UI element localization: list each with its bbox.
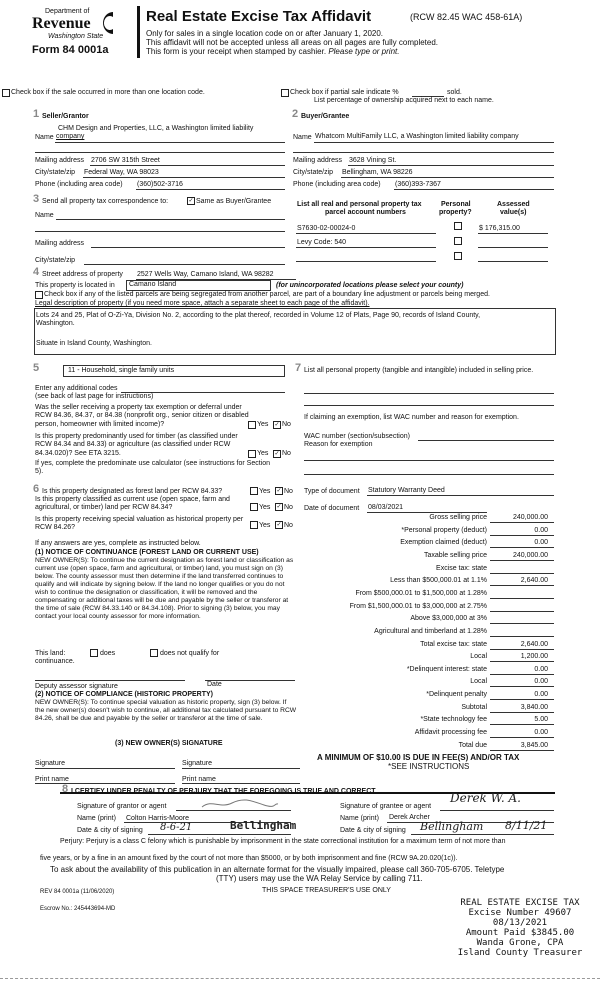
sec6-q1-yes-label: Yes	[259, 488, 271, 495]
stamp-line-3: 08/13/2021	[492, 918, 548, 928]
seller-heading: Seller/Grantor	[42, 113, 89, 120]
tax-row-rule	[490, 573, 554, 574]
grantor-date-label: Date & city of signing	[77, 827, 143, 834]
parcels-header-3b: value(s)	[500, 209, 527, 216]
sec6-q3-yes[interactable]	[250, 521, 258, 529]
form-number: Form 84 0001a	[32, 44, 109, 56]
stamp-line-5: Wanda Grone, CPA	[476, 938, 564, 948]
buyer-addr-rule	[348, 165, 554, 166]
section-2-number: 2	[292, 108, 299, 120]
seller-name-label: Name	[35, 134, 54, 141]
tax-row-rule	[490, 750, 554, 751]
new-owner-sig-2[interactable]	[182, 768, 300, 769]
tax-row-value[interactable]: 240,000.00	[512, 551, 548, 559]
seller-addr-rule	[90, 165, 285, 166]
grantee-date-label: Date & city of signing	[340, 827, 406, 834]
access-line-2: (TTY) users may use the WA Relay Service by calling 711.	[216, 874, 423, 883]
doc-type-rule	[367, 495, 554, 496]
corr-name-field[interactable]	[56, 219, 285, 220]
corr-city-label: City/state/zip	[35, 257, 76, 264]
see-instructions: *SEE INSTRUCTIONS	[388, 762, 470, 771]
buyer-phone-rule	[394, 189, 554, 190]
stamp-line-6: Island County Treasurer	[457, 948, 583, 958]
tax-row-rule	[490, 674, 554, 675]
corr-city-field[interactable]	[84, 264, 285, 265]
print-label-1: Print name	[35, 776, 69, 783]
tax-row-label: Affidavit processing fee	[414, 729, 487, 737]
buyer-name[interactable]: Whatcom MultiFamily LLC, a Washington limited liability company	[315, 133, 519, 140]
dept-line3: Washington State	[48, 33, 104, 40]
tax-row-value[interactable]: 0.00	[534, 526, 548, 534]
tax-row-label: From $1,500,000.01 to $3,000,000 at 2.75%	[349, 602, 487, 610]
doc-date-label: Date of document	[304, 505, 360, 512]
perforation	[0, 978, 600, 979]
section-7-number: 7	[295, 362, 302, 374]
sec6-q1: Is this property designated as forest land per RCW 84.33?	[42, 488, 223, 495]
sec6-q2: Is this property classified as current use (open space, farm and agricultural, or timber) land per RCW 84.34?	[35, 496, 230, 512]
tax-row-rule	[490, 623, 554, 624]
parcel-row-1[interactable]: S7630-02-00024-0	[297, 225, 356, 232]
partial-sold-label: sold.	[447, 89, 462, 96]
sec5-q2-no-label: No	[282, 450, 291, 457]
new-owner-print-2[interactable]	[182, 783, 300, 784]
header-sub1: Only for sales in a single location code on or after January 1, 2020.	[146, 29, 384, 38]
tax-row-label: Less than $500,000.01 at 1.1%	[390, 577, 487, 585]
land-use-value: 11 - Household, single family units	[68, 367, 175, 374]
seller-phone[interactable]: (360)502-3716	[137, 181, 183, 188]
seller-phone-rule	[136, 189, 285, 190]
sec5-q2-no[interactable]: ✓	[274, 451, 280, 457]
sec6-if-yes: If any answers are yes, complete as instructed below.	[35, 540, 201, 547]
legal-line-2: Washington.	[36, 320, 75, 327]
deputy-signature-field[interactable]	[35, 680, 185, 681]
grantee-name[interactable]: Derek Archer	[389, 814, 430, 821]
tax-row-value[interactable]: 0.00	[534, 678, 548, 686]
grantor-name[interactable]: Colton Harris-Moore	[126, 815, 190, 822]
continuance-label: continuance.	[35, 658, 75, 665]
sec6-q3-no[interactable]: ✓	[276, 522, 282, 528]
tax-row-label: Local	[470, 653, 487, 661]
legal-line-3: Situate in Island County, Washington.	[36, 340, 152, 347]
seller-name-rule2	[35, 152, 285, 153]
sec6-q2-no-label: No	[284, 504, 293, 511]
tax-row-rule	[490, 560, 554, 561]
street-label: Street address of property	[42, 271, 123, 278]
sec6-q1-no-label: No	[284, 488, 293, 495]
notice2-title: (2) NOTICE OF COMPLIANCE (HISTORIC PROPERTY)	[35, 691, 213, 698]
grantor-sig-label: Signature of grantor or agent	[77, 803, 167, 810]
parcel-row-1-rule	[296, 233, 436, 234]
does-qualify-checkbox[interactable]	[90, 649, 98, 657]
buyer-phone[interactable]: (360)393-7367	[395, 181, 441, 188]
tax-row-value[interactable]: 0.00	[534, 729, 548, 737]
sec6-q2-yes-label: Yes	[259, 504, 271, 511]
personal-property-field[interactable]	[304, 393, 554, 394]
tax-row-value[interactable]: 5.00	[534, 716, 548, 724]
buyer-city-rule	[341, 177, 554, 178]
sec7-text: List all personal property (tangible and intangible) included in selling price.	[304, 367, 534, 374]
doc-date-value[interactable]: 08/03/2021	[368, 504, 404, 511]
sec5-q1: Was the seller receiving a property tax exemption or deferral under RCW 84.36, 84.37, or 84.38 (nonprofit org., senior citizen or disabled person, homeowner with limited income)?	[35, 404, 249, 428]
seller-name-line2[interactable]: company	[56, 133, 85, 140]
section-8-number: 8	[62, 783, 69, 795]
does-not-qualify-checkbox[interactable]	[150, 649, 158, 657]
grantee-date-rule	[411, 834, 554, 835]
personal-prop-checkbox-2[interactable]	[454, 237, 462, 245]
sec6-q3: Is this property receiving special valuation as historical property per RCW 84.26?	[35, 516, 244, 532]
tax-row-value[interactable]: 240,000.00	[512, 514, 548, 521]
seller-name-rule	[55, 142, 285, 143]
buyer-name-rule2	[293, 152, 554, 153]
personal-prop-checkbox-1[interactable]	[454, 222, 462, 230]
seller-city[interactable]: Federal Way, WA 98023	[84, 169, 159, 176]
grantee-signature[interactable]: Derek W. A.	[450, 791, 521, 805]
assessed-row-1-rule	[478, 233, 548, 234]
treasurer-only: THIS SPACE TREASURER'S USE ONLY	[262, 887, 391, 894]
grantee-sig-rule	[440, 810, 554, 811]
tax-row-rule	[490, 699, 554, 700]
assessed-value-3[interactable]	[478, 261, 548, 262]
grantor-city[interactable]: Bellingham	[230, 819, 297, 832]
grantor-date[interactable]: 8-6-21	[160, 822, 193, 833]
section-4-number: 4	[33, 266, 40, 278]
sec5-q1-yes[interactable]	[248, 421, 256, 429]
tax-row-label: Above $3,000,000 at 3%	[410, 615, 487, 623]
sec5-q2-note: If yes, complete the predominate use calculator (see instructions for Section 5).	[35, 460, 271, 476]
grantor-date-rule	[148, 834, 291, 835]
rev-number: REV 84 0001a (11/06/2020)	[40, 889, 115, 895]
dept-line2: Revenue	[32, 15, 91, 32]
notice3-title: (3) NEW OWNER(S) SIGNATURE	[115, 740, 223, 747]
street-address[interactable]: 2527 Wells Way, Camano Island, WA 98282	[137, 271, 274, 278]
tax-row-label: Exemption claimed (deduct)	[400, 539, 487, 547]
legal-description-box[interactable]	[34, 308, 556, 355]
dor-logo-icon	[102, 10, 124, 36]
assessed-value-2[interactable]	[478, 247, 548, 248]
parcel-row-3[interactable]	[296, 261, 436, 262]
grantee-sig-label: Signature of grantee or agent	[340, 803, 432, 810]
tax-row-label: Total excise tax: state	[420, 640, 487, 648]
grantee-date[interactable]: 8/11/21	[505, 819, 548, 832]
legal-line-1: Lots 24 and 25, Plat of O-Zi-Ya, Division No. 2, according to the plat thereof, recorded in Volume 12 of Plats, Page 90, records of Island County,	[36, 312, 481, 319]
wac-label: WAC number (section/subsection)	[304, 433, 410, 440]
deputy-date-label: Date	[207, 681, 222, 688]
tax-row-rule	[490, 737, 554, 738]
tax-row-rule	[490, 585, 554, 586]
partial-list-label: List percentage of ownership acquired next to each name.	[314, 97, 494, 104]
parcels-header-2: Personal	[441, 201, 471, 208]
wac-field[interactable]	[418, 440, 554, 441]
location-value: Camano Island	[129, 281, 177, 288]
corr-name-rule2	[35, 231, 285, 232]
segregated-label: Check box if any of the listed parcels are being segregated from another parcel, are part of a boundary line adjustment or parcels being merged.	[44, 291, 490, 298]
access-line-1: To ask about the availability of this publication in an alternate format for the visually impaired, please call 360-705-6705. Teletype	[50, 865, 505, 874]
sec5-q2: Is this property predominantly used for timber (as classified under RCW 84.34 and 84.33) or agriculture (as classified under RCW 84.34.020)? See ETA 3215.	[35, 433, 238, 457]
tax-row-rule	[490, 598, 554, 599]
legal-label: Legal description of property (if you need more space, attach a separate sheet to each page of the affidavit).	[35, 300, 370, 307]
sec6-q1-no[interactable]: ✓	[276, 488, 282, 494]
tax-row-value[interactable]: 2,640.00	[520, 577, 548, 585]
land-use-select[interactable]	[63, 365, 285, 377]
tax-row-label: Total due	[458, 741, 487, 749]
header-sub3: This form is your receipt when stamped by cashier. Please type or print.	[146, 47, 400, 56]
sec5-q2-yes[interactable]	[248, 450, 256, 458]
corr-addr-field[interactable]	[91, 247, 285, 248]
grantor-name-label: Name (print)	[77, 815, 116, 822]
tax-row-rule	[490, 636, 554, 637]
sec5-q2-yes-label: Yes	[257, 450, 269, 457]
grantee-name-label: Name (print)	[340, 815, 379, 822]
this-land-label: This land:	[35, 650, 66, 657]
stamp-line-2: Excise Number 49607	[468, 908, 572, 918]
minimum-due: A MINIMUM OF $10.00 IS DUE IN FEE(S) AND/OR TAX	[317, 753, 520, 762]
parcel-row-2-rule	[296, 247, 436, 248]
new-owner-sig-1[interactable]	[35, 768, 175, 769]
form-title: Real Estate Excise Tax Affidavit	[146, 8, 372, 25]
buyer-city-label: City/state/zip	[293, 169, 334, 176]
perjury-line-2: five years, or by a fine in an amount fixed by the court of not more than $5000, or by both imprisonment and fine (RCW 9A.20.020(1c)).	[40, 855, 458, 862]
tax-row-label: Local	[470, 678, 487, 686]
section-6-number: 6	[33, 483, 40, 495]
buyer-addr-label: Mailing address	[293, 157, 343, 164]
reason-rule2	[304, 474, 554, 475]
assessed-value-1[interactable]: $ 176,315.00	[479, 225, 520, 232]
seller-addr[interactable]: 2706 SW 315th Street	[91, 157, 160, 164]
doc-type-label: Type of document	[304, 488, 360, 495]
tax-row-value[interactable]: 3,845.00	[520, 741, 548, 749]
tax-row-value[interactable]: 0.00	[534, 691, 548, 699]
sec6-q2-yes[interactable]	[250, 503, 258, 511]
seller-addr-label: Mailing address	[35, 157, 85, 164]
buyer-name-rule	[314, 142, 554, 143]
buyer-addr[interactable]: 3628 Vining St.	[349, 157, 397, 164]
same-as-buyer-checkbox[interactable]: ✓	[188, 198, 194, 204]
location-select[interactable]	[126, 280, 271, 291]
tax-row-value[interactable]: 0.00	[534, 539, 548, 547]
deputy-label: Deputy assessor signature	[35, 683, 118, 690]
parcel-row-2[interactable]: Levy Code: 540	[297, 239, 347, 246]
grantor-signature-scribble	[200, 795, 280, 811]
header-sub2: This affidavit will not be accepted unless all areas on all pages are fully completed.	[146, 38, 439, 47]
tax-row-label: *State technology fee	[420, 716, 487, 724]
form-statute: (RCW 82.45 WAC 458-61A)	[410, 12, 523, 22]
reason-label: Reason for exemption	[304, 441, 373, 448]
located-label: This property is located in	[35, 282, 115, 289]
tax-row-label: Excise tax: state	[436, 564, 487, 572]
codes-sub: (see back of last page for instructions)	[35, 393, 154, 400]
parcels-header-1: List all real and personal property tax	[297, 201, 422, 208]
dept-line1: Department of	[45, 8, 90, 15]
tax-row-label: Agricultural and timberland at 1.28%	[374, 627, 487, 635]
located-note: (for unincorporated locations please select your county)	[276, 282, 464, 289]
notice1-title: (1) NOTICE OF CONTINUANCE (FOREST LAND OR CURRENT USE)	[35, 549, 259, 556]
tax-row-label: Gross selling price	[429, 514, 487, 521]
tax-row-rule	[490, 661, 554, 662]
tax-row-label: *Personal property (deduct)	[401, 526, 487, 534]
parcels-header-2b: property?	[439, 209, 472, 216]
buyer-city[interactable]: Bellingham, WA 98226	[342, 169, 413, 176]
tax-row-rule	[490, 547, 554, 548]
tax-row-value[interactable]: 2,640.00	[520, 640, 548, 648]
tax-row-rule	[490, 535, 554, 536]
header-divider	[137, 6, 140, 58]
section-1-number: 1	[33, 108, 40, 120]
section-3-number: 3	[33, 193, 40, 205]
tax-row-rule	[490, 611, 554, 612]
stamp-line-1: REAL ESTATE EXCISE TAX	[460, 898, 580, 908]
reason-field[interactable]	[304, 460, 554, 461]
escrow-number: Escrow No.: 245443694-MD	[40, 906, 116, 912]
does-label: does	[100, 650, 116, 657]
print-label-2: Print name	[182, 776, 216, 783]
grantee-city[interactable]: Bellingham	[420, 820, 484, 833]
doc-type-value[interactable]: Statutory Warranty Deed	[368, 487, 445, 494]
tax-row-value[interactable]: 0.00	[534, 665, 548, 673]
tax-row-rule	[490, 724, 554, 725]
tax-row-value[interactable]: 3,840.00	[520, 703, 548, 711]
tax-row-rule	[490, 522, 554, 523]
parcels-header-3: Assessed	[497, 201, 530, 208]
partial-sale-label: Check box if partial sale indicate %	[290, 89, 399, 96]
tax-row-value[interactable]: 1,200.00	[520, 653, 548, 661]
sig-label-1: Signature	[35, 760, 65, 767]
seller-city-rule	[83, 177, 285, 178]
sec6-q2-no[interactable]: ✓	[276, 504, 282, 510]
seller-name-line1: CHM Design and Properties, LLC, a Washington limited liability	[58, 125, 254, 132]
notice1-body: NEW OWNER(S): To continue the current designation as forest land or classification as current use (open space, farm and agricultural, or timber) land, you must sign on (3) below. The county assessor must then determine if the land transferred continues to qualify and will indicate by signing below. If the land no longer qualifies or you do not wish to continue the designation or classification, it will be removed and the compensating or additional taxes will be due and payable by the seller or transferor at the time of sale (RCW 84.33.140 or 84.34.108). Prior to signing (3) below, you may contact your local county assessor for more information.	[35, 557, 294, 620]
notice2-body: NEW OWNER(S): To continue special valuation as historic property, sign (3) below. If the new owner(s) doesn't wish to continue, all additional tax calculated pursuant to RCW 84.26, shall be due and payable by the seller or transferor at the time of sale.	[35, 699, 297, 722]
sec6-q3-yes-label: Yes	[259, 522, 271, 529]
new-owner-print-1[interactable]	[35, 783, 175, 784]
does-not-label: does not qualify for	[160, 650, 220, 657]
personal-property-rule2	[304, 405, 554, 406]
tax-row-label: *Delinquent penalty	[426, 691, 487, 699]
sig-label-2: Signature	[182, 760, 212, 767]
perjury-line-1: Perjury: Perjury is a class C felony which is punishable by imprisonment in the state correctional institution for a maximum term of not more than	[60, 838, 506, 845]
multi-location-label: Check box if the sale occurred in more than one location code.	[11, 89, 205, 96]
tax-row-label: From $500,000.01 to $1,500,000 at 1.28%	[355, 589, 487, 597]
multi-location-checkbox[interactable]	[2, 89, 10, 97]
same-as-buyer-label: Same as Buyer/Grantee	[196, 198, 272, 205]
sec5-q1-yes-label: Yes	[257, 421, 269, 428]
tax-row-label: *Delinquent interest: state	[406, 665, 487, 673]
seller-city-label: City/state/zip	[35, 169, 76, 176]
section-5-number: 5	[33, 362, 40, 374]
corr-name-label: Name	[35, 212, 54, 219]
segregated-checkbox[interactable]	[35, 291, 43, 299]
corr-addr-label: Mailing address	[35, 240, 85, 247]
exemption-label: If claiming an exemption, list WAC number and reason for exemption.	[304, 414, 519, 421]
sec6-q3-no-label: No	[284, 522, 293, 529]
doc-date-rule	[367, 512, 487, 513]
buyer-name-label: Name	[293, 134, 312, 141]
tax-row-rule	[490, 712, 554, 713]
buyer-heading: Buyer/Grantee	[301, 113, 350, 120]
tax-row-label: Taxable selling price	[423, 551, 487, 559]
tax-row-rule	[490, 649, 554, 650]
stamp-line-4: Amount Paid $3845.00	[465, 928, 575, 938]
sec6-q1-yes[interactable]	[250, 487, 258, 495]
certify-text: I CERTIFY UNDER PENALTY OF PERJURY THAT THE FOREGOING IS TRUE AND CORRECT	[71, 788, 376, 795]
partial-sale-checkbox[interactable]	[281, 89, 289, 97]
tax-row-label: Subtotal	[461, 703, 487, 711]
buyer-phone-label: Phone (including area code)	[293, 181, 381, 188]
correspondence-label: Send all property tax correspondence to:	[42, 198, 169, 205]
codes-label: Enter any additional codes	[35, 385, 118, 392]
sec5-q1-no[interactable]: ✓	[274, 422, 280, 428]
seller-phone-label: Phone (including area code)	[35, 181, 123, 188]
personal-prop-checkbox-3[interactable]	[454, 252, 462, 260]
tax-row-rule	[490, 686, 554, 687]
sec5-q1-no-label: No	[282, 421, 291, 428]
parcels-header-1b: parcel account numbers	[325, 209, 406, 216]
